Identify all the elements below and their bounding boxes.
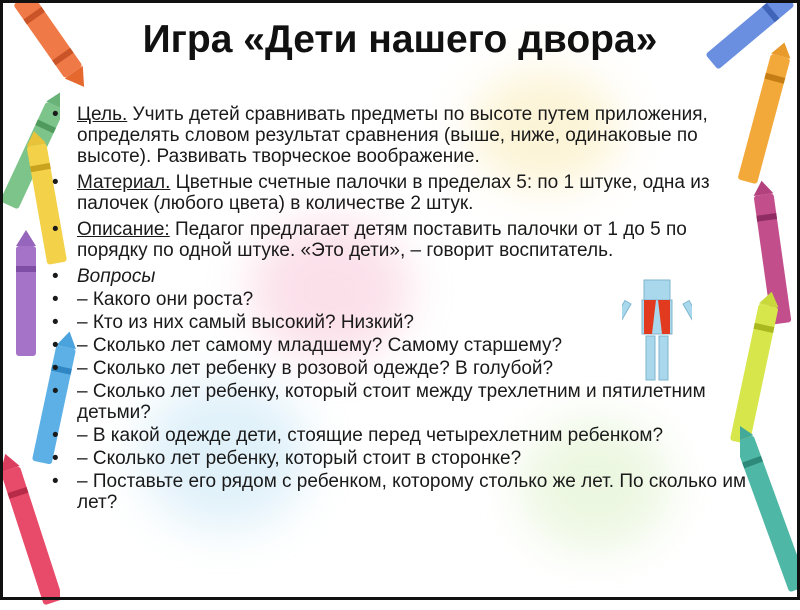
item-text: – В какой одежде дети, стоящие перед четырехлетним ребенком?: [77, 425, 664, 446]
item-text: Вопросы: [77, 266, 156, 287]
item-text: Педагог предлагает детям поставить палочки от 1 до 5 по порядку по одной штуке. «Это дети», – говорит воспитатель.: [77, 219, 687, 261]
bullet-icon: •: [52, 381, 59, 402]
stick-figure-icon: [622, 278, 692, 388]
bullet-icon: •: [52, 312, 59, 333]
list-item-material: [50, 172, 750, 214]
item-text: – Какого они роста?: [77, 289, 254, 310]
item-text: – Сколько лет ребенку, который стоит в сторонке?: [77, 448, 522, 469]
item-text: Цветные счетные палочки в пределах 5: по 1 штуке, одна из палочек (любого цвета) в количестве 2 штук.: [77, 172, 710, 214]
item-text: – Сколько лет ребенку, который стоит между трехлетним и пятилетним детьми?: [77, 381, 706, 423]
item-text: – Поставьте его рядом с ребенком, которому столько же лет. По сколько им лет?: [77, 471, 747, 513]
item-term: Описание:: [77, 219, 170, 240]
list-item-description: [50, 219, 750, 261]
item-term: Материал.: [77, 172, 171, 193]
item-text: – Кто из них самый высокий? Низкий?: [77, 312, 414, 333]
bullet-icon: •: [52, 104, 59, 125]
list-item-question: [50, 425, 750, 446]
bullet-icon: •: [52, 219, 59, 240]
bullet-icon: •: [52, 172, 59, 193]
list-item-question: [50, 448, 750, 469]
list-item-goal: [50, 104, 750, 167]
bullet-icon: •: [52, 425, 59, 446]
bullet-icon: •: [52, 266, 59, 287]
item-text: – Сколько лет ребенку в розовой одежде? В голубой?: [77, 358, 554, 379]
bullet-icon: •: [52, 358, 59, 379]
bullet-icon: •: [52, 448, 59, 469]
item-text: Учить детей сравнивать предметы по высоте путем приложения, определять словом результат сравнения (выше, ниже, одинаковые по высоте). Развивать творческое воображение.: [77, 104, 708, 167]
bullet-icon: •: [52, 335, 59, 356]
bullet-icon: •: [52, 471, 59, 492]
item-text: – Сколько лет самому младшему? Самому старшему?: [77, 335, 563, 356]
list-item-question: [50, 471, 750, 513]
item-term: Цель.: [77, 104, 128, 125]
bullet-icon: •: [52, 289, 59, 310]
slide-title: Игра «Дети нашего двора»: [142, 18, 658, 61]
